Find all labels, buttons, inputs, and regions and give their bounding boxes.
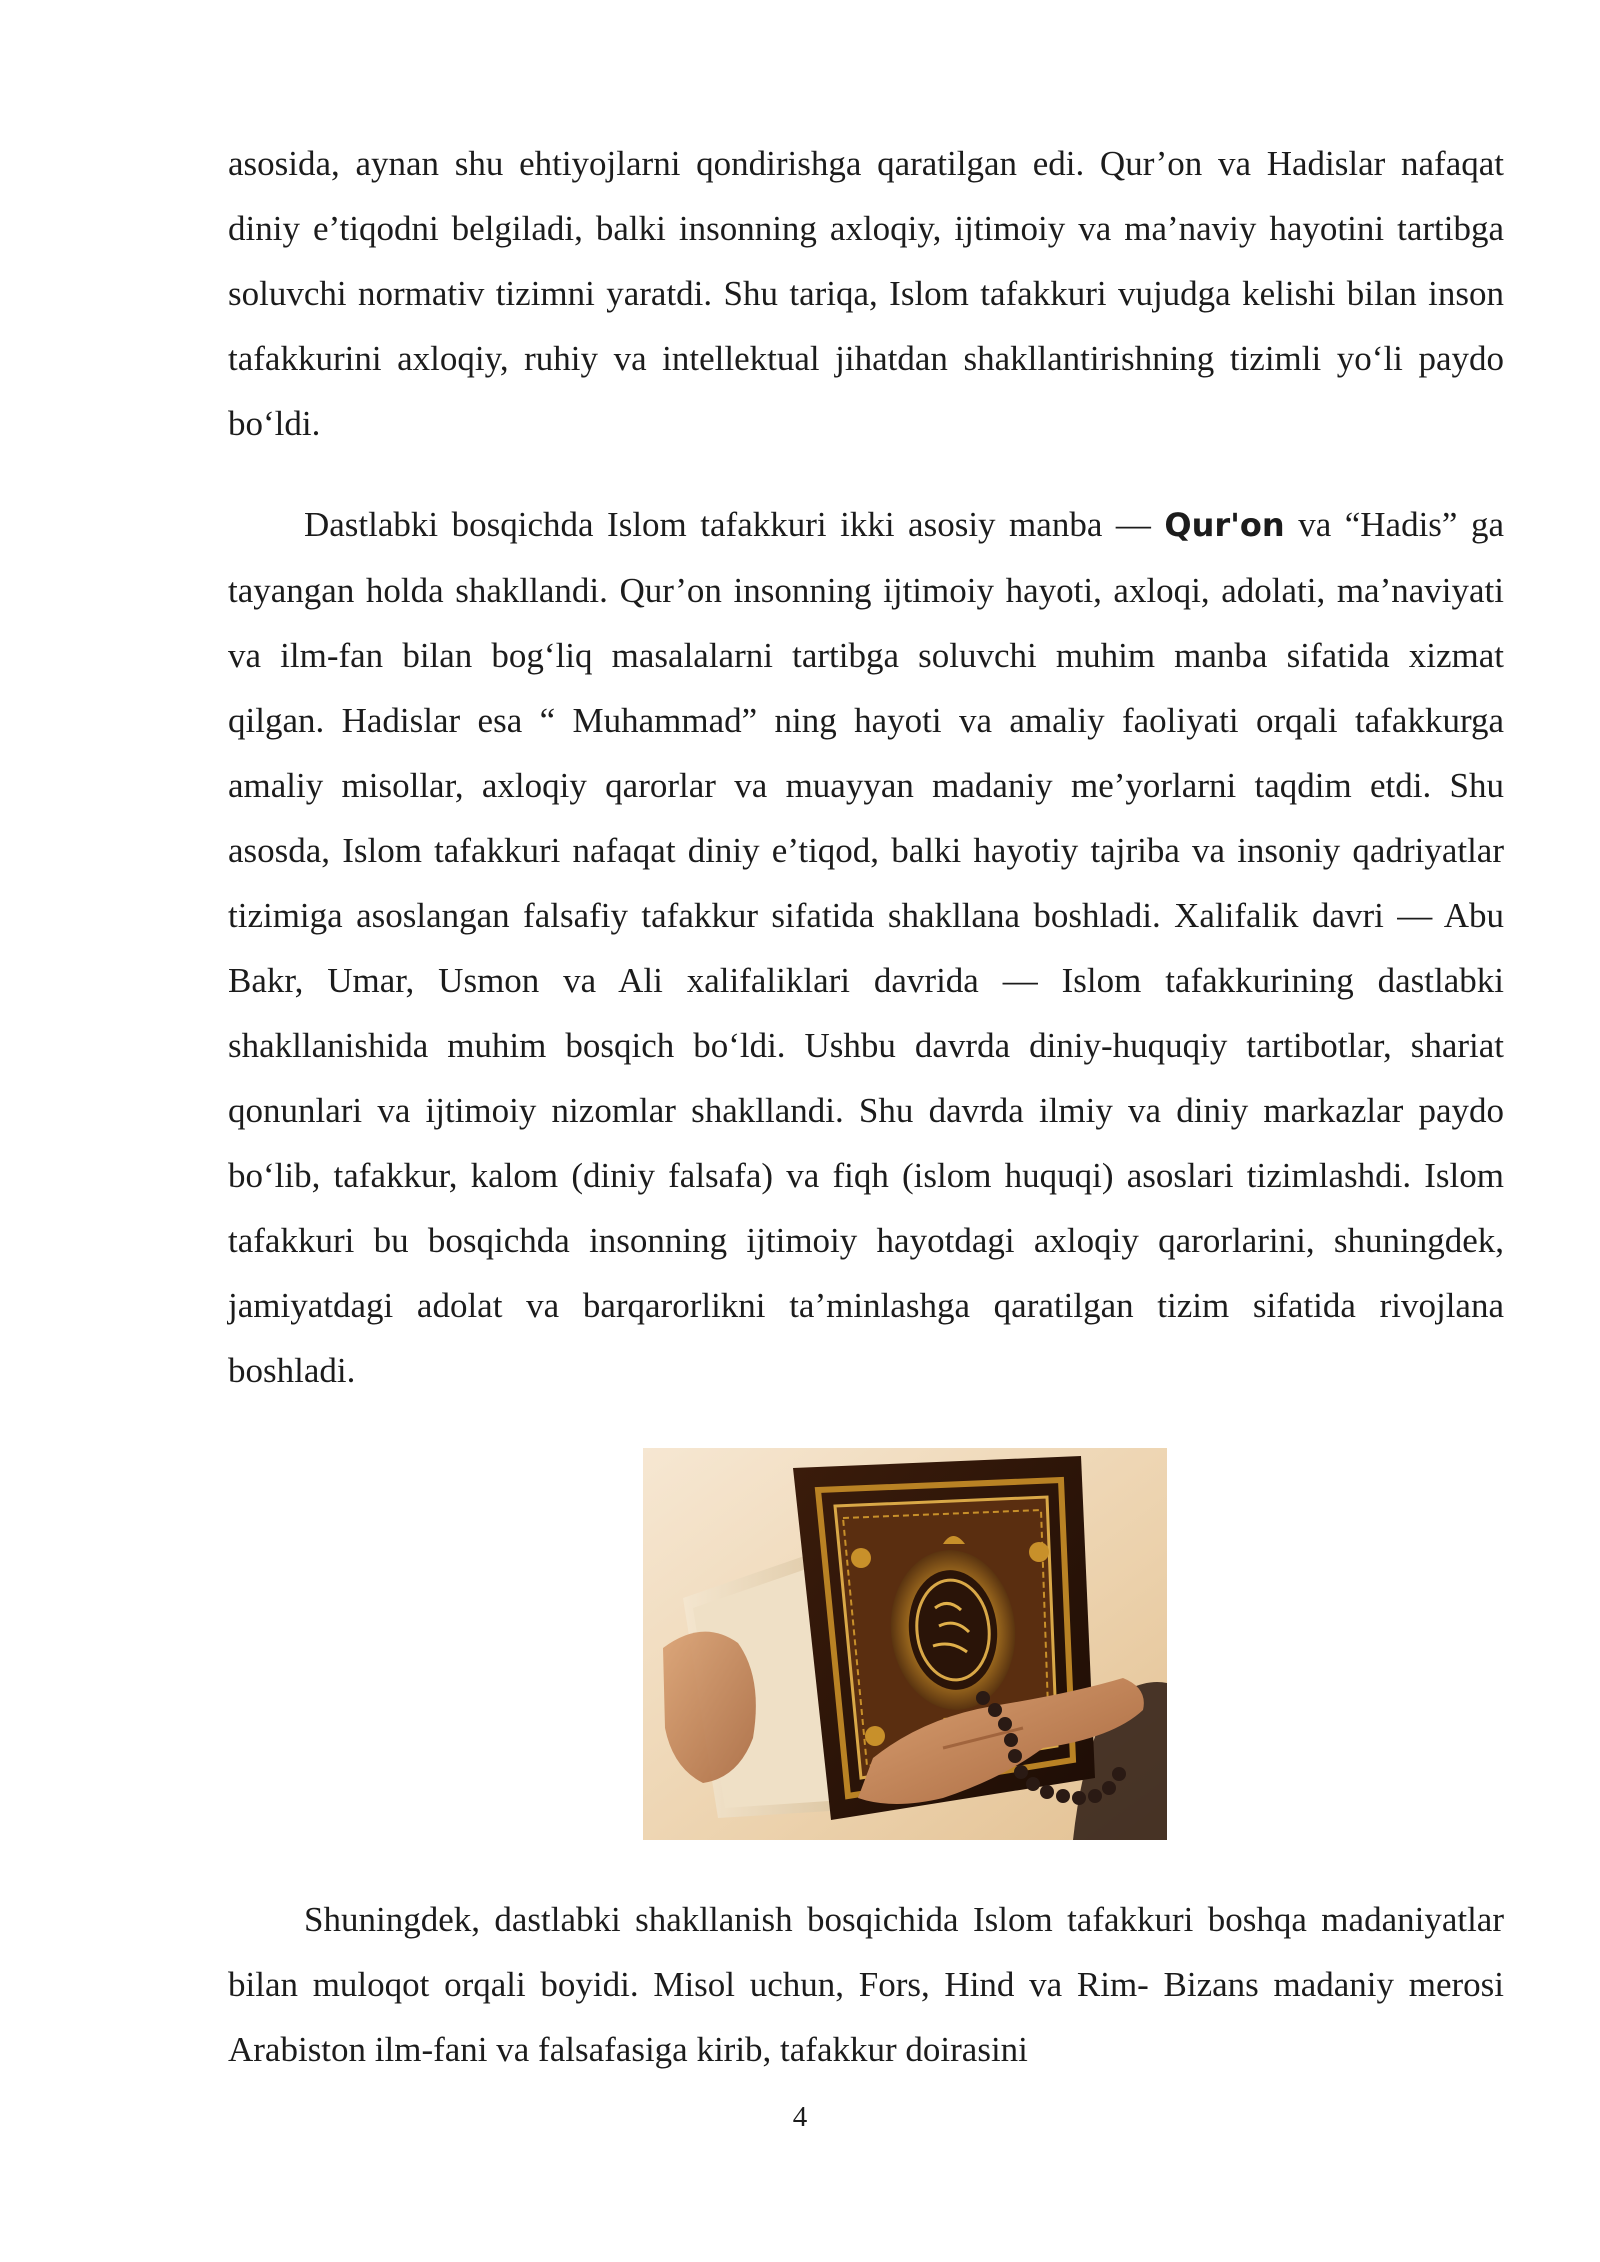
quran-book-photo	[643, 1448, 1167, 1840]
quran-bold-term: Qur'on	[1164, 506, 1285, 544]
paragraph-3: Shuningdek, dastlabki shakllanish bosqichida Islom tafakkuri boshqa madaniyatlar bilan muloqot orqali boyidi. Misol uchun, Fors, Hind va Rim- Bizans madaniy merosi Arabiston ilm-fani va falsafasiga kirib, tafakkur doirasini	[228, 1900, 1504, 2069]
paragraph-2-text-start: Dastlabki bosqichda Islom tafakkuri ikki asosiy manba —	[304, 505, 1165, 544]
paragraph-2	[228, 492, 1504, 1403]
paragraph-1: asosida, aynan shu ehtiyojlarni qondirishga qaratilgan edi. Qur’on va Hadislar nafaqat diniy e’tiqodni belgiladi, balki insonning axloqiy, ijtimoiy va ma’naviy hayotini tartibga soluvchi normativ tizimni yaratdi. Shu tariqa, Islom tafakkuri vujudga kelishi bilan inson tafakkurini axloqiy, ruhiy va intellektual jihatdan shakllantirishning tizimli yo‘li paydo bo‘ldi.	[228, 144, 1504, 443]
paragraph-2-text-rest: va “Hadis” ga tayangan holda shakllandi. Qur’on insonning ijtimoiy hayoti, axloqi, adolati, ma’naviyati va ilm-fan bilan bog‘liq masalalarni tartibga soluvchi muhim manba sifatida xizmat qilgan. Hadislar esa “ Muhammad” ning hayoti va amaliy faoliyati orqali tafakkurga amaliy misollar, axloqiy qarorlar va muayyan madaniy me’yorlarni taqdim etdi. Shu asosda, Islom tafakkuri nafaqat diniy e’tiqod, balki hayotiy tajriba va insoniy qadriyatlar tizimiga asoslangan falsafiy tafakkur sifatida shakllana boshladi. Xalifalik davri — Abu Bakr, Umar, Usmon va Ali xalifaliklari davrida — Islom tafakkurining dastlabki shakllanishida muhim bosqich bo‘ldi. Ushbu davrda diniy-huquqiy tartibotlar, shariat qonunlari va ijtimoiy nizomlar shakllandi. Shu davrda ilmiy va diniy markazlar paydo bo‘lib, tafakkur, kalom (diniy falsafa) va fiqh (islom huquqi) asoslari tizimlashdi. Islom tafakkuri bu bosqichda insonning ijtimoiy hayotdagi axloqiy qarorlarini, shuningdek, jamiyatdagi adolat va barqarorlikni ta’minlashga qaratilgan tizim sifatida rivojlana boshladi.	[228, 505, 1504, 1390]
page-number: 4	[792, 2101, 808, 2133]
